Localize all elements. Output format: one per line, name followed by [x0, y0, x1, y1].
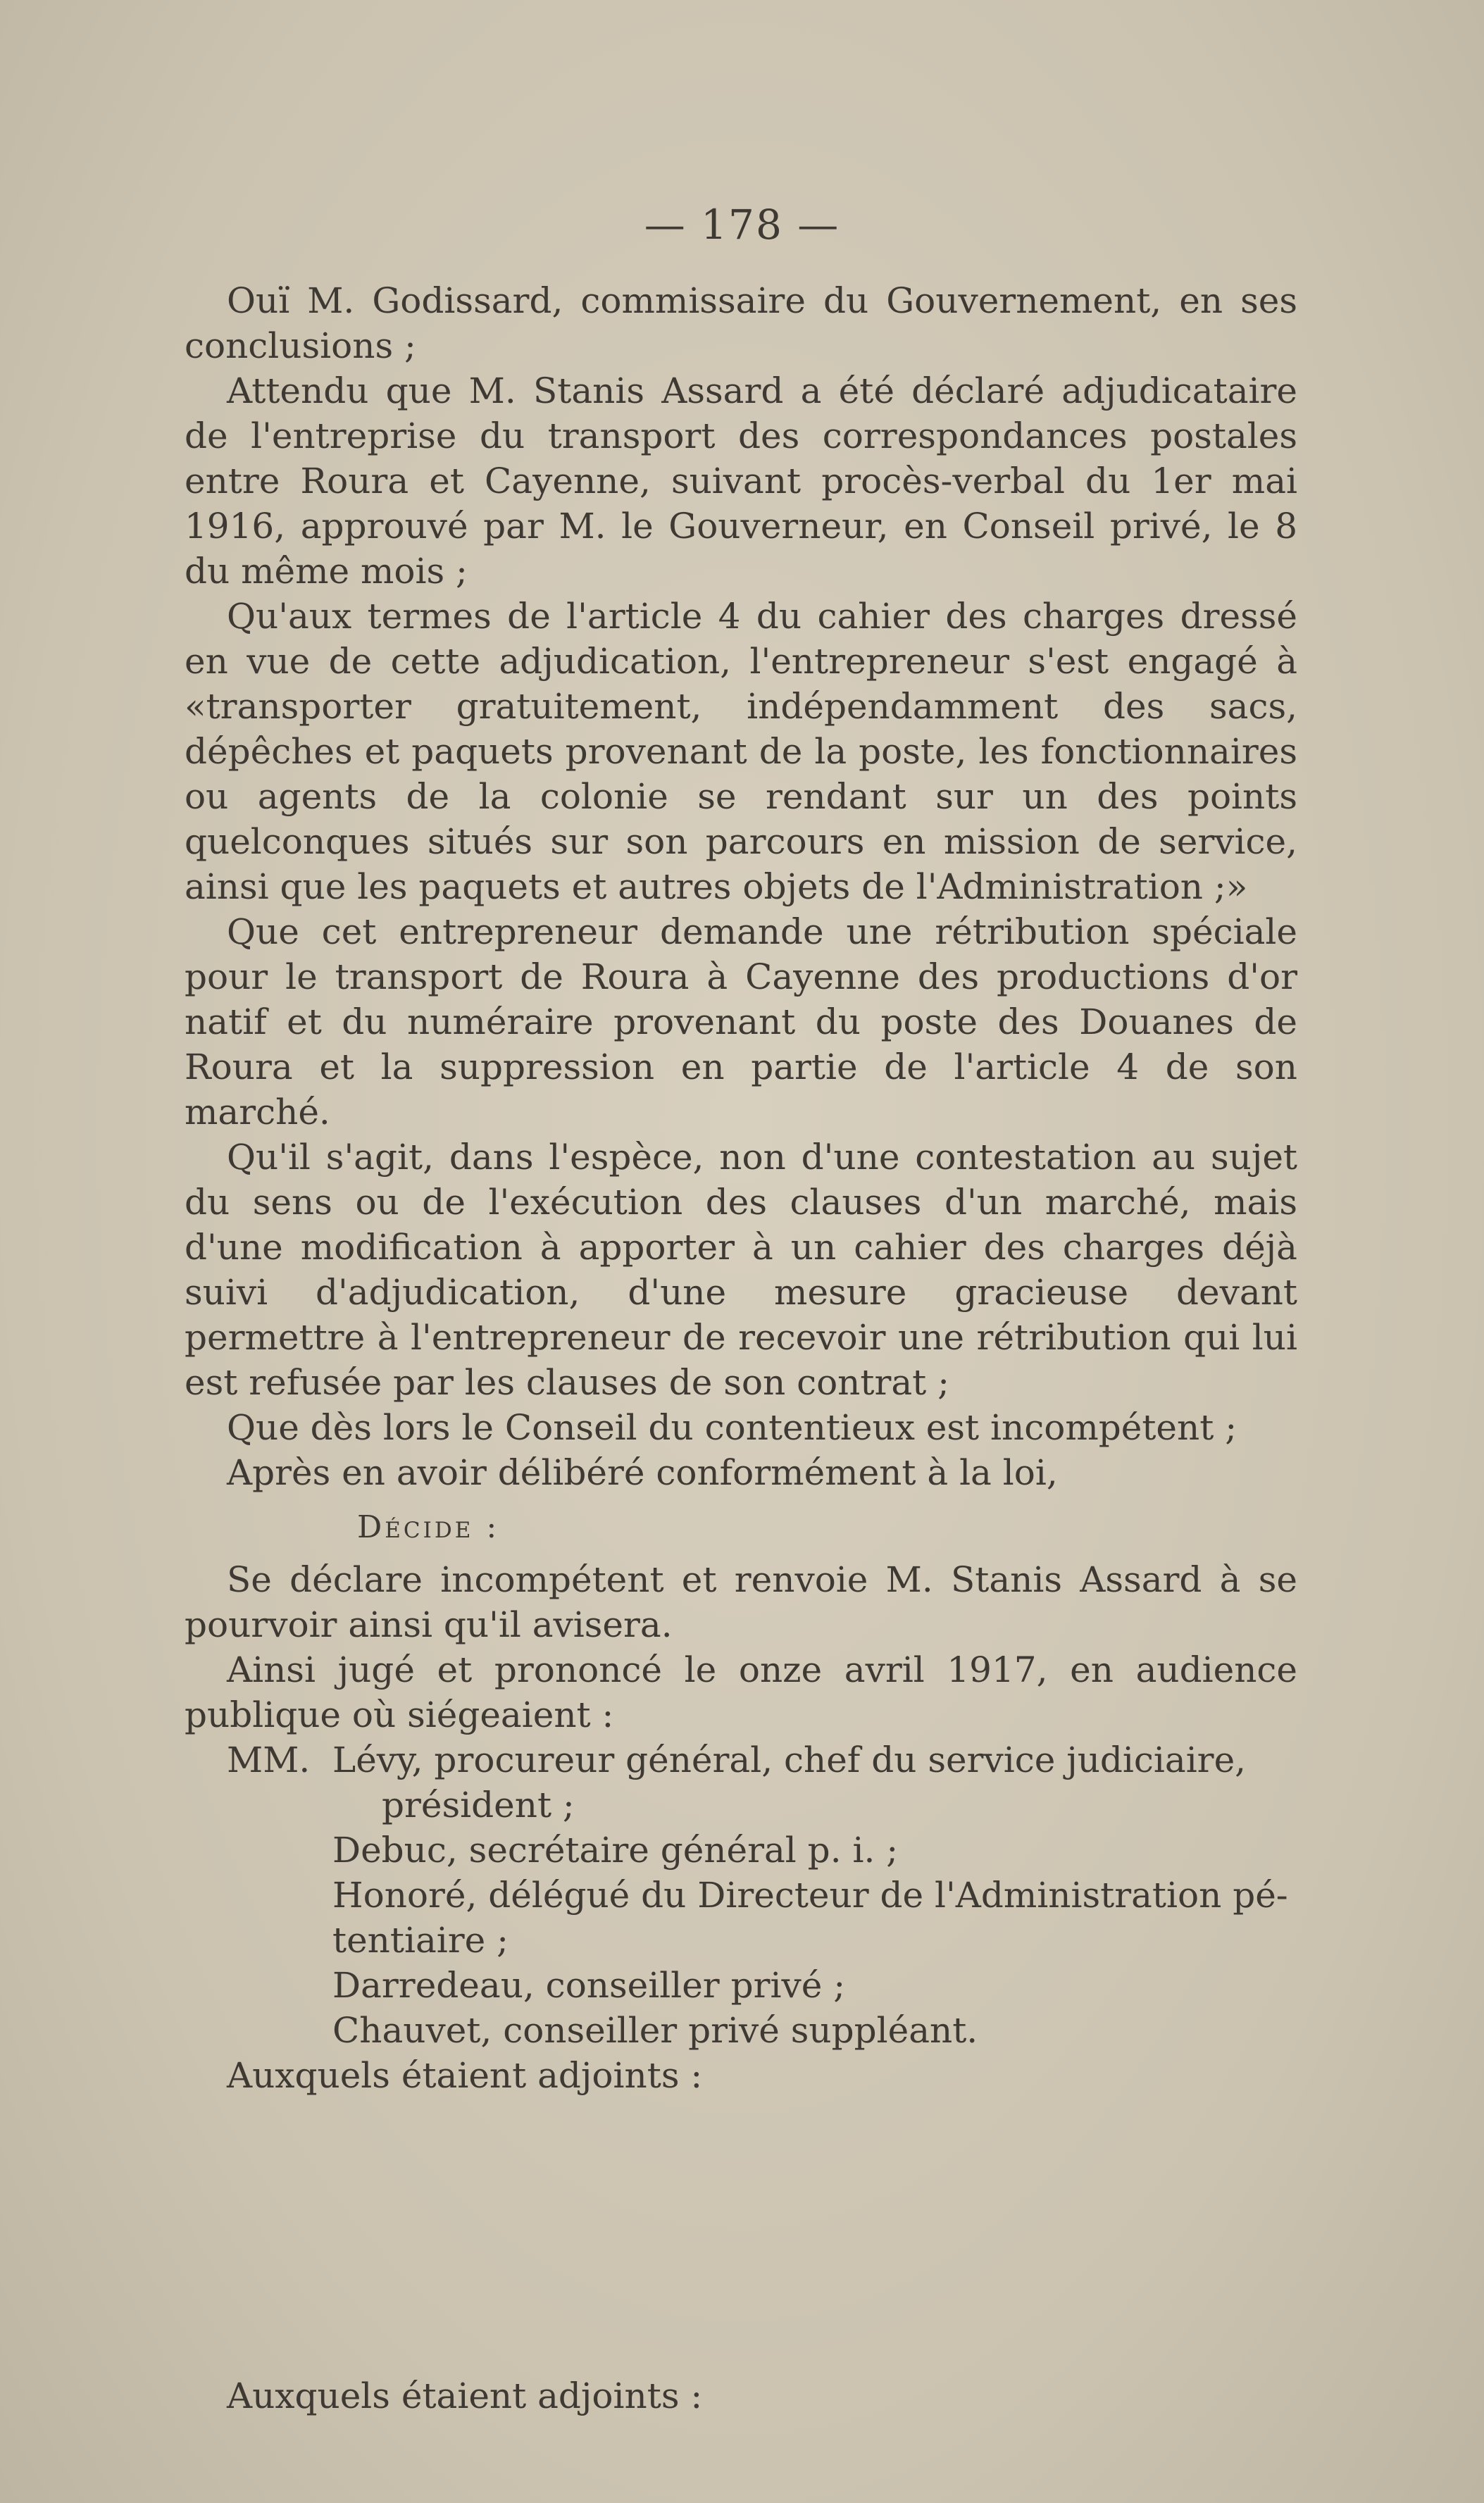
member-name: Chauvet, conseiller privé suppléant.	[332, 2010, 978, 2051]
adjoints-line: Auxquels étaient adjoints :	[227, 2055, 703, 2096]
page-number: — 178 —	[644, 201, 840, 249]
decision-heading: Décide :	[357, 1509, 500, 1545]
member-honore	[185, 1873, 1297, 1963]
member-name: Honoré, délégué du Directeur de l'Administration pé-	[332, 1875, 1288, 1916]
member-chauvet	[185, 2008, 1297, 2053]
member-levy	[185, 1737, 1297, 1828]
paragraph-article-4: Qu'aux termes de l'article 4 du cahier des charges dressé en vue de cette adjudication, l'entrepreneur s'est engagé à «transporter gratuitement, indépendamment des sacs, dépêches et paquets provenant de la poste, les fonctionnaires ou agents de la colonie se rendant sur un des points quelconques situés sur son parcours en mission de service, ainsi que les paquets et autres objets de l'Administration ;»	[185, 596, 1297, 907]
footer-adjoints-line: Auxquels étaient adjoints :	[227, 2376, 703, 2416]
paragraph-delibere: Après en avoir délibéré conformément à la loi,	[227, 1452, 1058, 1493]
paragraph-incompetent: Que dès lors le Conseil du contentieux est incompétent ;	[227, 1407, 1237, 1448]
paragraph-conclusions: Ouï M. Godissard, commissaire du Gouvernement, en ses conclusions ;	[185, 280, 1297, 366]
body-text	[185, 278, 1297, 2098]
paragraph-juge: Ainsi jugé et prononcé le onze avril 1917, en audience publique où siégeaient :	[185, 1649, 1297, 1735]
member-darredeau	[185, 1963, 1297, 2008]
paragraph-espece: Qu'il s'agit, dans l'espèce, non d'une contestation au sujet du sens ou de l'exécution des clauses d'un marché, mais d'une modification à apporter à un cahier des charges déjà suivi d'adjudication, d'une mesure gracieuse devant permettre à l'entrepreneur de recevoir une rétribution qui lui est refusée par les clauses de son contrat ;	[185, 1137, 1297, 1403]
member-name: Debuc, secrétaire général p. i. ;	[332, 1830, 899, 1871]
member-continuation: tentiaire ;	[332, 1920, 509, 1961]
paragraph-attendu: Attendu que M. Stanis Assard a été déclaré adjudicataire de l'entreprise du transport des correspondances postales entre Roura et Cayenne, suivant procès-verbal du 1er mai 1916, approuvé par M. le Gouverneur, en Conseil privé, le 8 du même mois ;	[185, 370, 1297, 592]
member-continuation: président ;	[382, 1785, 575, 1825]
paragraph-demande: Que cet entrepreneur demande une rétribution spéciale pour le transport de Roura à Cayenne des productions d'or natif et du numéraire provenant du poste des Douanes de Roura et la suppression en partie de l'article 4 de son marché.	[185, 911, 1297, 1132]
paragraph-renvoie: Se déclare incompétent et renvoie M. Stanis Assard à se pourvoir ainsi qu'il avisera.	[185, 1559, 1297, 1645]
member-name: Darredeau, conseiller privé ;	[332, 1965, 846, 2006]
members-prefix: MM.	[227, 1740, 311, 1780]
member-name: Lévy, procureur général, chef du service judiciaire,	[332, 1740, 1247, 1780]
member-debuc	[185, 1828, 1297, 1873]
